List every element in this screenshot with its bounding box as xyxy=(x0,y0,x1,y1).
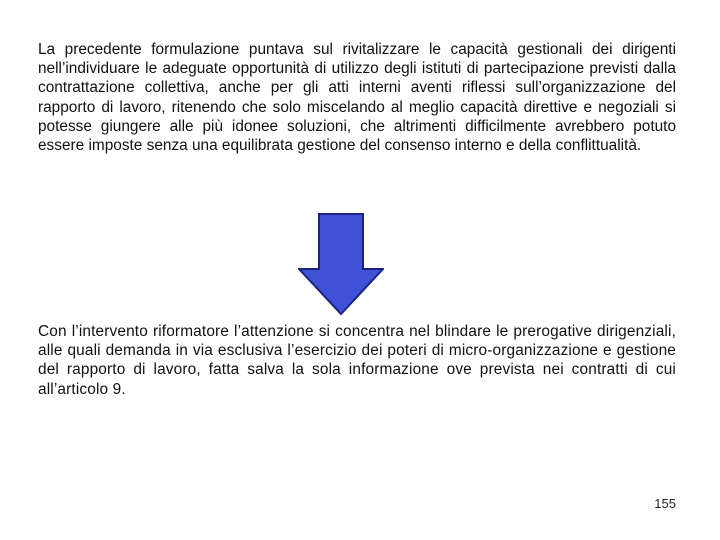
page-number: 155 xyxy=(654,496,676,511)
paragraph-previous-formulation: La precedente formulazione puntava sul rivitalizzare le capacità gestionali dei dirigenti nell’individuare le adeguate opportunità di utilizzo degli istituti di partecipazione previsti dalla contrattazione collettiva, anche per gli atti interni aventi riflessi sull’organizzazione del rapporto di lavoro, ritenendo che solo miscelando al meglio capacità direttive e negoziali si potesse giungere alle più idonee soluzioni, che altrimenti difficilmente avrebbero potuto essere imposte senza una equilibrata gestione del consenso interno e della conflittualità. xyxy=(38,41,676,155)
paragraph-reform-intervention: Con l’intervento riformatore l’attenzione si concentra nel blindare le prerogative dirigenziali, alle quali demanda in via esclusiva l’esercizio dei poteri di micro-organizzazione e gestione del rapporto di lavoro, fatta salva la sola informazione ove prevista nei contratti di cui all’articolo 9. xyxy=(38,323,676,398)
down-arrow-icon xyxy=(298,213,384,315)
